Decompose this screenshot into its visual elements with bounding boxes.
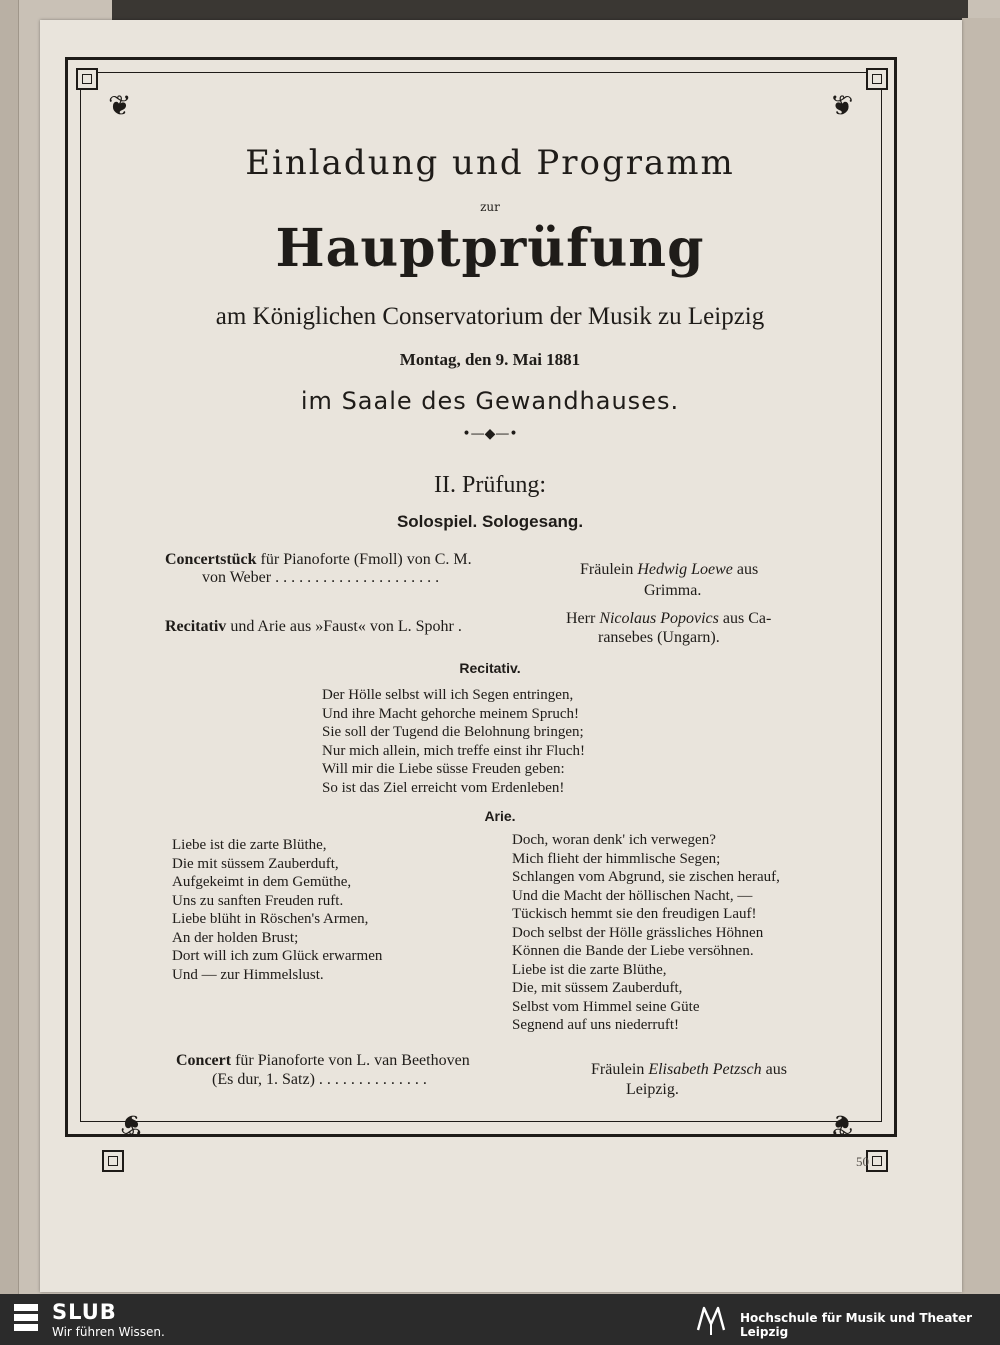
program-item-3-line1	[176, 1052, 470, 1070]
hmt-logo-icon	[694, 1302, 728, 1336]
work-description-cont: von Weber . . . . . . . . . . . . . . . . . . . . .	[202, 569, 440, 586]
performer-origin: ransebes (Ungarn).	[598, 629, 720, 646]
program-item-1-line1	[165, 551, 472, 569]
verse-line: Die, mit süssem Zauberduft,	[512, 980, 683, 996]
performer-prefix: Fräulein	[580, 561, 634, 578]
flourish-icon: ❦	[120, 1108, 144, 1141]
work-description: für Pianoforte (Fmoll) von C. M.	[260, 551, 472, 568]
institution-line: am Königlichen Conservatorium der Musik zu Leipzig	[215, 303, 765, 330]
verse-line: Doch, woran denk' ich verwegen?	[512, 832, 716, 848]
subsection-heading: Solospiel. Sologesang.	[396, 512, 584, 531]
section-heading: II. Prüfung:	[434, 472, 546, 498]
verse-line: Schlangen vom Abgrund, sie zischen herauf,	[512, 869, 780, 885]
slub-tagline: Wir führen Wissen.	[52, 1325, 165, 1339]
performer-suffix: aus	[736, 561, 759, 578]
performer-origin: Leipzig.	[626, 1081, 679, 1098]
performer-line	[591, 1061, 787, 1079]
verse-line: Liebe ist die zarte Blüthe,	[512, 961, 667, 978]
slub-logo-icon	[14, 1304, 38, 1332]
document-title: Hauptprüfung	[275, 218, 705, 279]
verse-line: An der holden Brust;	[172, 929, 299, 946]
hmt-name[interactable]: Hochschule für Musik und Theater Leipzig	[740, 1311, 973, 1339]
performer-prefix: Herr	[566, 610, 596, 627]
verse-line: Können die Bande der Liebe versöhnen.	[512, 943, 754, 959]
verse-line: Liebe blüht in Röschen's Armen,	[172, 911, 369, 927]
verse-line: Segnend auf uns niederruft!	[512, 1017, 680, 1033]
verse-line: Tückisch hemmt sie den freudigen Lauf!	[512, 906, 757, 922]
performer-prefix: Fräulein	[591, 1061, 645, 1078]
footer-bar	[0, 1294, 1000, 1345]
verse-line: Uns zu sanften Freuden ruft.	[172, 892, 344, 909]
performer-origin: Grimma.	[644, 582, 702, 599]
work-description: und Arie aus »Faust« von L. Spohr .	[230, 618, 462, 635]
verse-line: Dort will ich zum Glück erwarmen	[172, 948, 383, 964]
performer-suffix: aus Ca-	[722, 610, 772, 627]
performer-name: Hedwig Loewe	[637, 561, 733, 578]
arie-heading: Arie.	[484, 808, 516, 824]
arie-right-column	[512, 831, 780, 1035]
flourish-icon: ❦	[108, 89, 132, 122]
verse-line: Sie soll der Tugend die Belohnung bringen;	[322, 724, 584, 740]
verse-line: Selbst vom Himmel seine Güte	[512, 998, 700, 1015]
recitativ-heading: Recitativ.	[459, 660, 521, 676]
page-number: 50	[856, 1154, 869, 1169]
program-item-2-line1	[165, 618, 462, 636]
verse-line: So ist das Ziel erreicht vom Erdenleben!	[322, 779, 565, 796]
recitativ-text	[322, 686, 585, 797]
verse-line: Der Hölle selbst will ich Segen entringen,	[322, 687, 574, 703]
verse-line: Mich flieht der himmlische Segen;	[512, 850, 721, 867]
verse-line: Und — zur Himmelslust.	[172, 966, 324, 983]
date-line: Montag, den 9. Mai 1881	[399, 350, 581, 369]
venue-line: im Saale des Gewandhauses.	[300, 387, 680, 415]
performer-line	[566, 610, 771, 628]
verse-line: Doch selbst der Hölle grässliches Höhnen	[512, 924, 764, 941]
scan-top-bar	[112, 0, 968, 20]
corner-ornament-icon	[866, 68, 888, 90]
corner-ornament-icon	[866, 1150, 888, 1172]
corner-ornament-icon	[76, 68, 98, 90]
performer-name: Nicolaus Popovics	[599, 610, 719, 627]
work-title: Concertstück	[165, 551, 257, 568]
zur-label: zur	[480, 200, 500, 214]
work-description: für Pianoforte von L. van Beethoven	[235, 1052, 470, 1069]
document-heading: Einladung und Programm	[245, 143, 735, 183]
arie-left-column	[172, 836, 382, 984]
flourish-icon: ❦	[830, 89, 854, 122]
verse-line: Nur mich allein, mich treffe einst ihr Fluch!	[322, 742, 585, 759]
performer-suffix: aus	[765, 1061, 787, 1078]
flourish-icon: ❦	[830, 1108, 854, 1141]
work-title: Recitativ	[165, 618, 227, 635]
corner-ornament-icon	[102, 1150, 124, 1172]
work-title: Concert	[176, 1052, 232, 1069]
verse-line: Und ihre Macht gehorche meinem Spruch!	[322, 705, 579, 722]
scan-right-edge	[962, 18, 1000, 1294]
verse-line: Aufgekeimt in dem Gemüthe,	[172, 874, 352, 890]
performer-name: Elisabeth Petzsch	[648, 1061, 762, 1078]
scan-left-edge	[0, 0, 19, 1294]
divider-ornament-icon: •—◆—•	[462, 426, 518, 442]
verse-line: Liebe ist die zarte Blüthe,	[172, 837, 327, 853]
verse-line: Und die Macht der höllischen Nacht, —	[512, 887, 753, 904]
slub-name[interactable]: SLUB	[52, 1300, 117, 1324]
work-description-cont: (Es dur, 1. Satz) . . . . . . . . . . . . . .	[212, 1071, 427, 1088]
performer-line	[580, 561, 758, 579]
verse-line: Die mit süssem Zauberduft,	[172, 855, 339, 872]
verse-line: Will mir die Liebe süsse Freuden geben:	[322, 761, 565, 777]
